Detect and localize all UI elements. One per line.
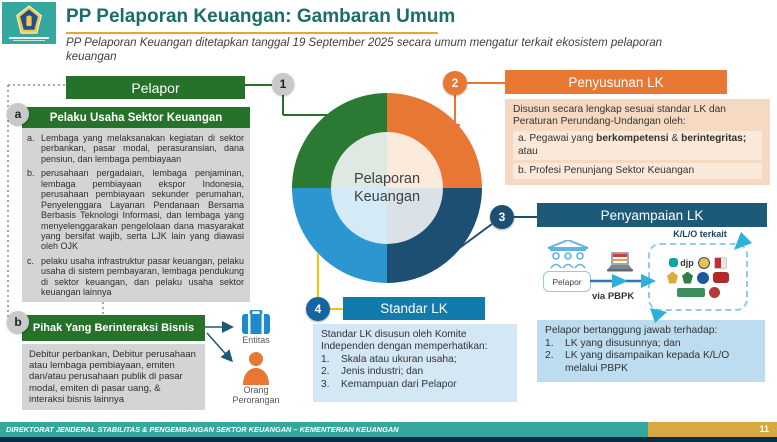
list-item — [321, 366, 509, 378]
item-text: & — [668, 133, 682, 145]
list-item — [27, 256, 244, 298]
item-text: Jenis industri; dan — [341, 366, 424, 378]
logo-kemenkeu-icon — [698, 257, 710, 269]
pelapor-section-title: Pelapor — [66, 76, 245, 99]
marker-a: a — [7, 103, 29, 125]
page-title: PP Pelaporan Keuangan: Gambaran Umum — [66, 6, 456, 27]
penyusunan-body — [505, 99, 770, 185]
entitas-target — [234, 310, 278, 346]
institution-building-icon — [546, 240, 590, 270]
sector-subsection-title: Pelaku Usaha Sektor Keuangan — [22, 107, 250, 128]
logo-garuda-gold-icon — [667, 272, 678, 284]
standar-box — [313, 324, 517, 402]
item-text: pelaku usaha infrastruktur pasar keuangan, pelaku usaha di sistem pembayaran, lembaga pendukung di sektor keuangan, dan pelaku usaha sektor keuangan lainnya — [41, 255, 244, 298]
penyusunan-item-a — [513, 131, 762, 159]
logo-red-roundel-icon — [709, 287, 720, 298]
sector-list — [22, 128, 250, 302]
penyusunan-item-b: b. Profesi Penunjang Sektor Keuangan — [513, 163, 762, 179]
logo-blue-roundel-icon — [697, 272, 709, 284]
kemenkeu-logo-icon — [2, 2, 56, 44]
item-bold: berintegritas; — [681, 133, 747, 145]
list-item — [321, 354, 509, 366]
item-letter: c. — [27, 255, 35, 266]
via-pbpk-label: via PBPK — [592, 291, 635, 302]
item-text: LK yang disusunnya; dan — [565, 337, 681, 349]
item-number: 1. — [321, 353, 330, 365]
marker-b: b — [7, 311, 29, 333]
klo-logos-box — [648, 243, 748, 311]
item-text: Kemampuan dari Pelapor — [341, 378, 457, 390]
list-item — [545, 338, 757, 351]
logo-ojk-icon — [713, 272, 729, 283]
logo-caption-line — [9, 37, 49, 39]
person-icon — [240, 351, 272, 385]
logo-green-banner-icon — [677, 288, 705, 297]
responsibility-intro: Pelapor bertanggung jawab terhadap: — [545, 325, 718, 336]
standar-section-title: Standar LK — [343, 297, 485, 320]
logo-caption-line — [13, 40, 45, 42]
item-number: 1. — [545, 337, 554, 349]
item-text: perusahaan pergadaian, lembaga penjaminan, lembaga pembiayaan ekspor Indonesia, perusahaan pembiayaan sekunder perumahan, Penyelenggara Layanan Pendanaan Bersama Berbasis Teknologi Informasi, dan lembaga yang menyelenggarakan pengelolaan dana masyarakat yang bersifat wajib, serta LJK lain yang diawasi oleh OJK — [41, 168, 244, 252]
penyampaian-section-title: Penyampaian LK — [537, 203, 767, 227]
pelapor-diagram-box: Pelapor — [543, 271, 591, 292]
item-text: Skala atau ukuran usaha; — [341, 353, 457, 365]
item-letter: a. — [27, 133, 35, 143]
logo-djp-icon — [669, 258, 694, 268]
page-subtitle: PP Pelaporan Keuangan ditetapkan tanggal 19 September 2025 secara umum mengatur terkait ekosistem pelaporan keuangan — [66, 37, 663, 64]
logo-garuda-text-icon — [714, 257, 727, 269]
orang-label: Orang Perorangan — [232, 385, 280, 405]
responsibility-box — [537, 320, 765, 382]
marker-4: 4 — [306, 297, 330, 321]
logo-row — [653, 287, 743, 298]
entitas-label: Entitas — [242, 335, 270, 345]
footer-text: DIREKTORAT JENDERAL STABILITAS & PENGEMBANGAN SEKTOR KEUANGAN – KEMENTERIAN KEUANGAN — [0, 422, 648, 437]
item-text: Lembaga yang melaksanakan kegiatan di sektor perbankan, pasar modal, perasuransian, dana pensiun, dan lembaga pembiayaan — [41, 133, 244, 164]
item-bold: berkompetensi — [596, 133, 669, 145]
pentagon-emblem-icon — [15, 5, 43, 35]
orang-target — [234, 351, 278, 406]
business-text: Debitur perbankan, Debitur perusahaan atau lembaga pembiayaan, emiten dan/atau perusahaan publik di pasar modal, emiten di pasar uang, & interaksi bisnis lainnya — [22, 344, 205, 410]
list-item — [321, 379, 509, 391]
briefcase-icon — [241, 310, 271, 335]
logo-kejaksaan-icon — [682, 272, 693, 284]
item-letter: b. — [27, 168, 35, 179]
penyusunan-section-title: Penyusunan LK — [505, 70, 727, 94]
djp-text: djp — [680, 257, 694, 268]
klo-label: K/L/O terkait — [673, 229, 727, 239]
logo-row — [653, 272, 743, 284]
marker-3: 3 — [490, 205, 514, 229]
marker-1: 1 — [272, 73, 294, 95]
item-text: a. Pegawai yang — [518, 133, 597, 145]
item-number: 2. — [545, 350, 554, 362]
donut-center-label: Pelaporan Keuangan — [353, 170, 421, 205]
page-number: 11 — [648, 422, 777, 437]
business-subsection-title: Pihak Yang Berinteraksi Bisnis — [22, 315, 205, 341]
marker-2: 2 — [443, 71, 467, 95]
list-item — [545, 350, 757, 375]
item-number: 2. — [321, 366, 330, 378]
penyusunan-intro: Disusun secara lengkap sesuai standar LK dan Peraturan Perundang-Undangan oleh: — [513, 104, 726, 128]
list-item — [27, 133, 244, 164]
standar-intro: Standar LK disusun oleh Komite Independen dengan memperhatikan: — [321, 329, 488, 353]
item-number: 3. — [321, 378, 330, 390]
logo-row — [653, 257, 743, 269]
list-item — [27, 168, 244, 252]
laptop-icon — [606, 251, 634, 273]
item-text: LK yang disampaikan kepada K/L/O melalui PBPK — [565, 350, 730, 374]
title-underline — [66, 32, 438, 34]
footer-navy-strip — [0, 437, 777, 442]
item-text: atau — [518, 145, 538, 157]
